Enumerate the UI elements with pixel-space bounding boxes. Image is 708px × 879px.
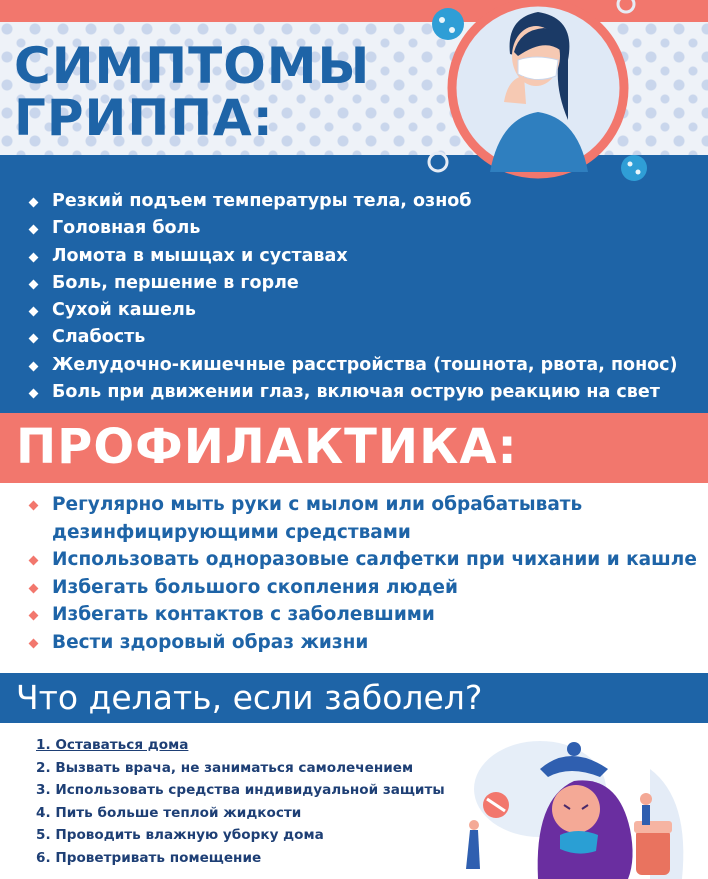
prevention-item: Использовать одноразовые салфетки при чихании и кашле <box>30 546 708 574</box>
top-accent-strip <box>0 0 708 22</box>
prevention-item: Регулярно мыть руки с мылом или обрабатывать дезинфицирующими средствами <box>30 491 708 546</box>
symptom-item: Ломота в мышцах и суставах <box>30 243 708 270</box>
symptom-item: Резкий подъем температуры тела, озноб <box>30 188 708 215</box>
step-item: 2. Вызвать врача, не заниматься самолечением <box>36 759 414 776</box>
what-to-do-title: Что делать, если заболел? <box>16 678 483 717</box>
page-title <box>14 37 371 147</box>
symptom-item: Сухой кашель <box>30 297 708 324</box>
what-to-do-header-band <box>0 673 708 723</box>
prevention-section <box>0 483 708 673</box>
step-item: 3. Использовать средства индивидуальной защиты <box>36 782 445 799</box>
prevention-list <box>0 483 708 656</box>
step-item: 6. Проветривать помещение <box>36 849 262 866</box>
step-item: 1. Оставаться дома <box>36 737 189 753</box>
step-item: 5. Проводить влажную уборку дома <box>36 827 324 844</box>
symptom-item: Головная боль <box>30 215 708 242</box>
header-section <box>0 22 708 155</box>
prevention-item: Вести здоровый образ жизни <box>30 629 708 657</box>
prevention-item: Избегать контактов с заболевшими <box>30 601 708 629</box>
symptom-item: Желудочно-кишечные расстройства (тошнота, рвота, понос) <box>30 352 708 379</box>
prevention-item: Избегать большого скопления людей <box>30 574 708 602</box>
what-to-do-section <box>0 723 708 879</box>
symptoms-section <box>0 155 708 413</box>
prevention-title: ПРОФИЛАКТИКА: <box>16 419 518 475</box>
prevention-header-band <box>0 413 708 483</box>
symptoms-list <box>0 155 708 406</box>
step-item: 4. Пить больше теплой жидкости <box>36 804 302 821</box>
symptom-item: Боль, першение в горле <box>30 270 708 297</box>
sick-girl-illustration <box>450 729 700 879</box>
title-line-1: СИМПТОМЫ <box>14 37 371 95</box>
title-line-2: ГРИППА: <box>14 89 274 147</box>
symptom-item: Слабость <box>30 324 708 351</box>
symptom-item: Боль при движении глаз, включая острую реакцию на свет <box>30 379 708 406</box>
